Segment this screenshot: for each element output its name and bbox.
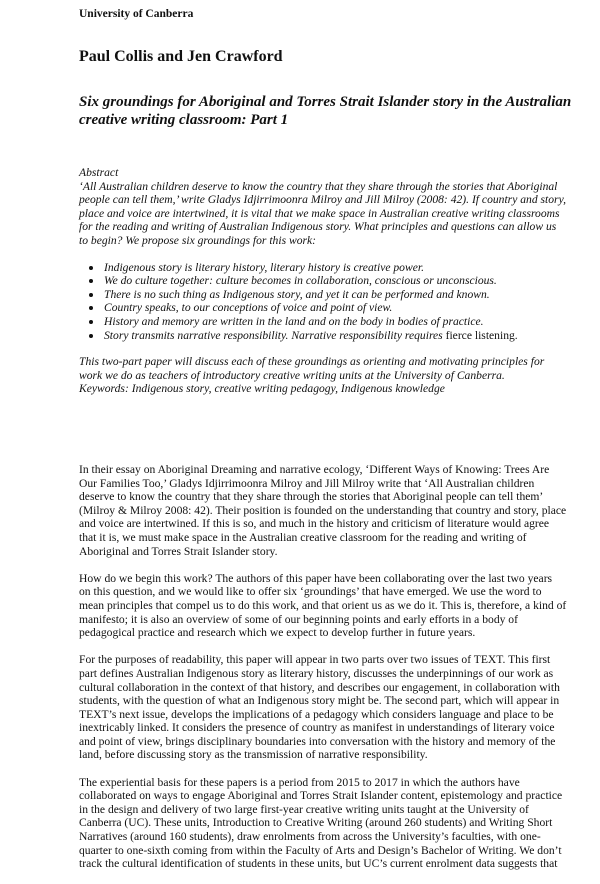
title-line: Six groundings for Aboriginal and Torres Strait Islander story in the Australian xyxy=(79,94,572,110)
grounding-text: There is no such thing as Indigenous story, and yet it can be performed and known. xyxy=(104,287,490,301)
abstract-closing-line: This two-part paper will discuss each of these groundings as orienting and motivating principles for xyxy=(79,355,545,369)
body-line: Canberra (UC). These units, Introduction to Creative Writing (around 260 students) and Writing Short xyxy=(79,816,553,830)
grounding-text: Story transmits narrative responsibility. Narrative responsibility requires xyxy=(104,328,443,342)
body-line: Narratives (around 160 students), draw enrolments from across the University’s faculties, with one- xyxy=(79,830,541,844)
body-line: pedagogical practice and research which we expect to develop further in future years. xyxy=(79,626,476,640)
body-line: in the design and delivery of two large first-year creative writing units taught at the University of xyxy=(79,802,529,816)
grounding-item xyxy=(79,301,566,315)
body-paragraph xyxy=(79,463,566,558)
body-line: inextricably linked. It considers the presence of country as manifest in understandings of literary voice xyxy=(79,721,555,735)
grounding-text: Indigenous story is literary history, literary history is creative power. xyxy=(104,260,424,274)
institution-header: University of Canberra xyxy=(79,8,194,20)
grounding-item xyxy=(79,274,566,288)
body-line: collaborated on ways to engage Aboriginal and Torres Strait Islander content, epistemology and practice xyxy=(79,789,563,803)
grounding-text: Country speaks, to our conceptions of voice and point of view. xyxy=(104,301,393,315)
abstract xyxy=(79,166,566,396)
body-line: For the purposes of readability, this paper will appear in two parts over two issues of TEXT. This first xyxy=(79,653,551,667)
abstract-line: for the reading and writing of Australian Indigenous story. What principles and questions can allow us xyxy=(79,220,557,234)
body-line: (Milroy & Milroy 2008: 42). Their position is founded on the understanding that country and story, place xyxy=(79,503,567,517)
body-line: How do we begin this work? The authors of this paper have been collaborating over the last two years xyxy=(79,571,553,585)
body-paragraph xyxy=(79,572,566,640)
body-line: students, with the question of what an Indigenous story might be. The second part, which will appear in xyxy=(79,694,560,708)
body-line: part defines Australian Indigenous story as literary history, discusses the underpinnings of our work as xyxy=(79,666,554,680)
authors: Paul Collis and Jen Crawford xyxy=(79,48,283,65)
body-paragraph xyxy=(79,776,566,871)
abstract-line: people can tell them,’ write Gladys Idjirrimoonra Milroy and Jill Milroy (2008: 42). If country and story, xyxy=(79,193,566,207)
grounding-item xyxy=(79,315,566,329)
grounding-item xyxy=(79,288,566,302)
body-paragraph xyxy=(79,653,566,762)
abstract-line: to begin? We propose six groundings for this work: xyxy=(79,233,317,247)
abstract-line: ‘All Australian children deserve to know the country that they share through the stories that Aboriginal xyxy=(79,179,558,193)
body-line: In their essay on Aboriginal Dreaming and narrative ecology, ‘Different Ways of Knowing: Trees Are xyxy=(79,463,550,476)
body-line: The experiential basis for these papers is a period from 2015 to 2017 in which the authors have xyxy=(79,775,520,789)
grounding-text-upright: fierce listening. xyxy=(442,328,518,342)
abstract-label: Abstract xyxy=(79,166,119,179)
body-line: cultural collaboration in the context of that history, and describes our engagement, in collaboration with xyxy=(79,680,560,694)
abstract-line: place and voice are intertwined, it is vital that we make space in Australian creative writing classrooms xyxy=(79,206,560,220)
body-line: land, before discussing story as the transmission of narrative responsibility. xyxy=(79,748,428,762)
body-text xyxy=(79,463,566,884)
groundings-list xyxy=(79,261,566,343)
grounding-text: We do culture together: culture becomes in collaboration, conscious or unconscious. xyxy=(104,274,497,288)
keywords: Keywords: Indigenous story, creative writing pedagogy, Indigenous knowledge xyxy=(79,382,445,396)
grounding-text: History and memory are written in the land and on the body in bodies of practice. xyxy=(104,314,484,328)
body-line: mean principles that compel us to do this work, and that orient us as we do it. This is, therefore, a kind of xyxy=(79,598,567,612)
body-line: and voice are intertwined. If this is so, and much in the history and criticism of literature would agree xyxy=(79,517,550,531)
body-line: and point of view, brings disciplinary boundaries into conversation with the history and memory of the xyxy=(79,734,556,748)
paper-title xyxy=(79,94,571,129)
grounding-item xyxy=(79,329,566,343)
body-line: manifesto; it is also an overview of some of our beginning points and early efforts in a body of xyxy=(79,612,518,626)
body-line: track the cultural identification of students in these units, but UC’s current enrolment data suggests that xyxy=(79,857,558,871)
body-line: on this question, and we would like to offer six ‘groundings’ that have emerged. We use the word to xyxy=(79,585,542,599)
abstract-closing-line: work we do as teachers of introductory creative writing units at the University of Canberra. xyxy=(79,368,505,382)
body-line: Aboriginal and Torres Strait Islander story. xyxy=(79,544,278,558)
body-line: deserve to know the country that they share through the stories that Aboriginal people can tell them’ xyxy=(79,490,544,504)
grounding-item xyxy=(79,261,566,275)
title-line: creative writing classroom: Part 1 xyxy=(79,111,289,128)
body-line: Our Families Too,’ Gladys Idjirrimoonra Milroy and Jill Milroy write that ‘All Australian children xyxy=(79,476,535,490)
body-line: TEXT’s next issue, develops the implications of a pedagogy which considers language and place to be xyxy=(79,707,554,721)
body-line: that it is, we must make space in the Australian creative classroom for the reading and writing of xyxy=(79,530,527,544)
body-line: quarter to one-sixth coming from within the Faculty of Arts and Design’s Bachelor of Writing. We don’t xyxy=(79,843,562,857)
